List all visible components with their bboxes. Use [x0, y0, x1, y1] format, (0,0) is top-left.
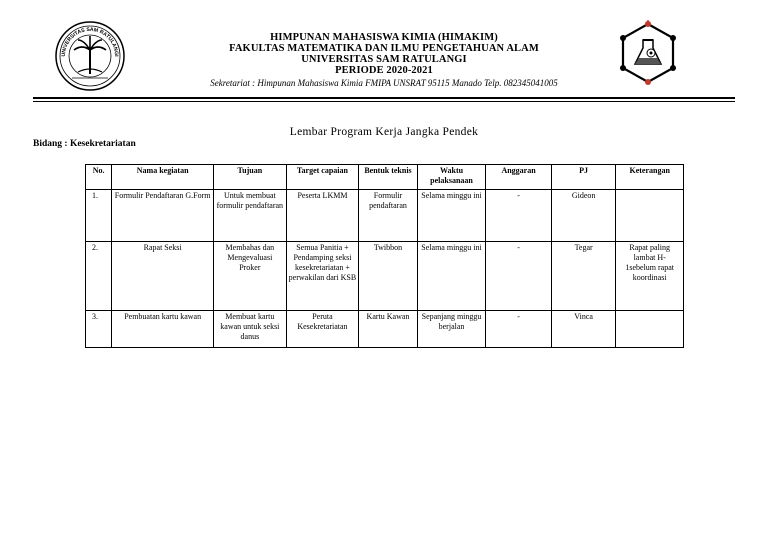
cell-target: Peruta Kesekretariatan: [286, 311, 359, 348]
letterhead-divider-thin: [33, 101, 735, 102]
document-title: Lembar Program Kerja Jangka Pendek: [289, 126, 479, 138]
header-target: Target capaian: [286, 165, 359, 190]
secretariat-address: Sekretariat : Himpunan Mahasiswa Kimia FMIPA UNSRAT 95115 Manado Telp. 082345041005: [210, 78, 558, 88]
cell-activity: Pembuatan kartu kawan: [112, 311, 214, 348]
cell-pic: Vinca: [551, 311, 616, 348]
cell-schedule: Selama minggu ini: [417, 190, 486, 242]
table-header-row: [86, 165, 684, 190]
cell-technical-form: Formulir pendaftaran: [359, 190, 417, 242]
header-activity: Nama kegiatan: [112, 165, 214, 190]
table-row: [86, 190, 684, 242]
letterhead: [130, 32, 638, 89]
period: PERIODE 2020-2021: [335, 65, 433, 76]
header-remarks: Keterangan: [616, 165, 684, 190]
cell-pic: Gideon: [551, 190, 616, 242]
cell-no: 2.: [86, 242, 112, 311]
himakim-logo: [617, 20, 679, 86]
header-pic: PJ: [551, 165, 616, 190]
cell-schedule: Sepanjang minggu berjalan: [417, 311, 486, 348]
chemistry-hexagon-icon: [617, 20, 679, 86]
cell-activity: Formulir Pendaftaran G.Form: [112, 190, 214, 242]
cell-activity: Rapat Seksi: [112, 242, 214, 311]
header-no: No.: [86, 165, 112, 190]
cell-schedule: Selama minggu ini: [417, 242, 486, 311]
university-seal-logo: [54, 20, 126, 92]
cell-budget: -: [486, 190, 552, 242]
cell-target: Peserta LKMM: [286, 190, 359, 242]
cell-remarks: [616, 190, 684, 242]
cell-pic: Tegar: [551, 242, 616, 311]
header-goal: Tujuan: [214, 165, 287, 190]
program-table: [85, 164, 684, 348]
seal-text: UNIVERSITAS SAM RATULANGI: [60, 26, 120, 57]
cell-budget: -: [486, 242, 552, 311]
cell-goal: Untuk membuat formulir pendaftaran: [214, 190, 287, 242]
table-row: [86, 242, 684, 311]
cell-goal: Membahas dan Mengevaluasi Proker: [214, 242, 287, 311]
cell-technical-form: Twibbon: [359, 242, 417, 311]
cell-technical-form: Kartu Kawan: [359, 311, 417, 348]
letterhead-divider-thick: [33, 97, 735, 99]
organization-name: HIMPUNAN MAHASISWA KIMIA (HIMAKIM): [270, 32, 498, 43]
cell-budget: -: [486, 311, 552, 348]
field-label: Bidang : Kesekretariatan: [33, 139, 136, 149]
cell-no: 1.: [86, 190, 112, 242]
cell-goal: Membuat kartu kawan untuk seksi danus: [214, 311, 287, 348]
header-technical-form: Bentuk teknis: [359, 165, 417, 190]
cell-remarks: [616, 311, 684, 348]
university-name: UNIVERSITAS SAM RATULANGI: [301, 54, 467, 65]
cell-target: Semua Panitia + Pendamping seksi kesekretariatan + perwakilan dari KSB: [286, 242, 359, 311]
faculty-name: FAKULTAS MATEMATIKA DAN ILMU PENGETAHUAN ALAM: [229, 43, 539, 54]
header-schedule: Waktu pelaksanaan: [417, 165, 486, 190]
cell-no: 3.: [86, 311, 112, 348]
university-seal-icon: [54, 20, 126, 92]
cell-remarks: Rapat paling lambat H-1sebelum rapat koordinasi: [616, 242, 684, 311]
header-budget: Anggaran: [486, 165, 552, 190]
table-row: [86, 311, 684, 348]
